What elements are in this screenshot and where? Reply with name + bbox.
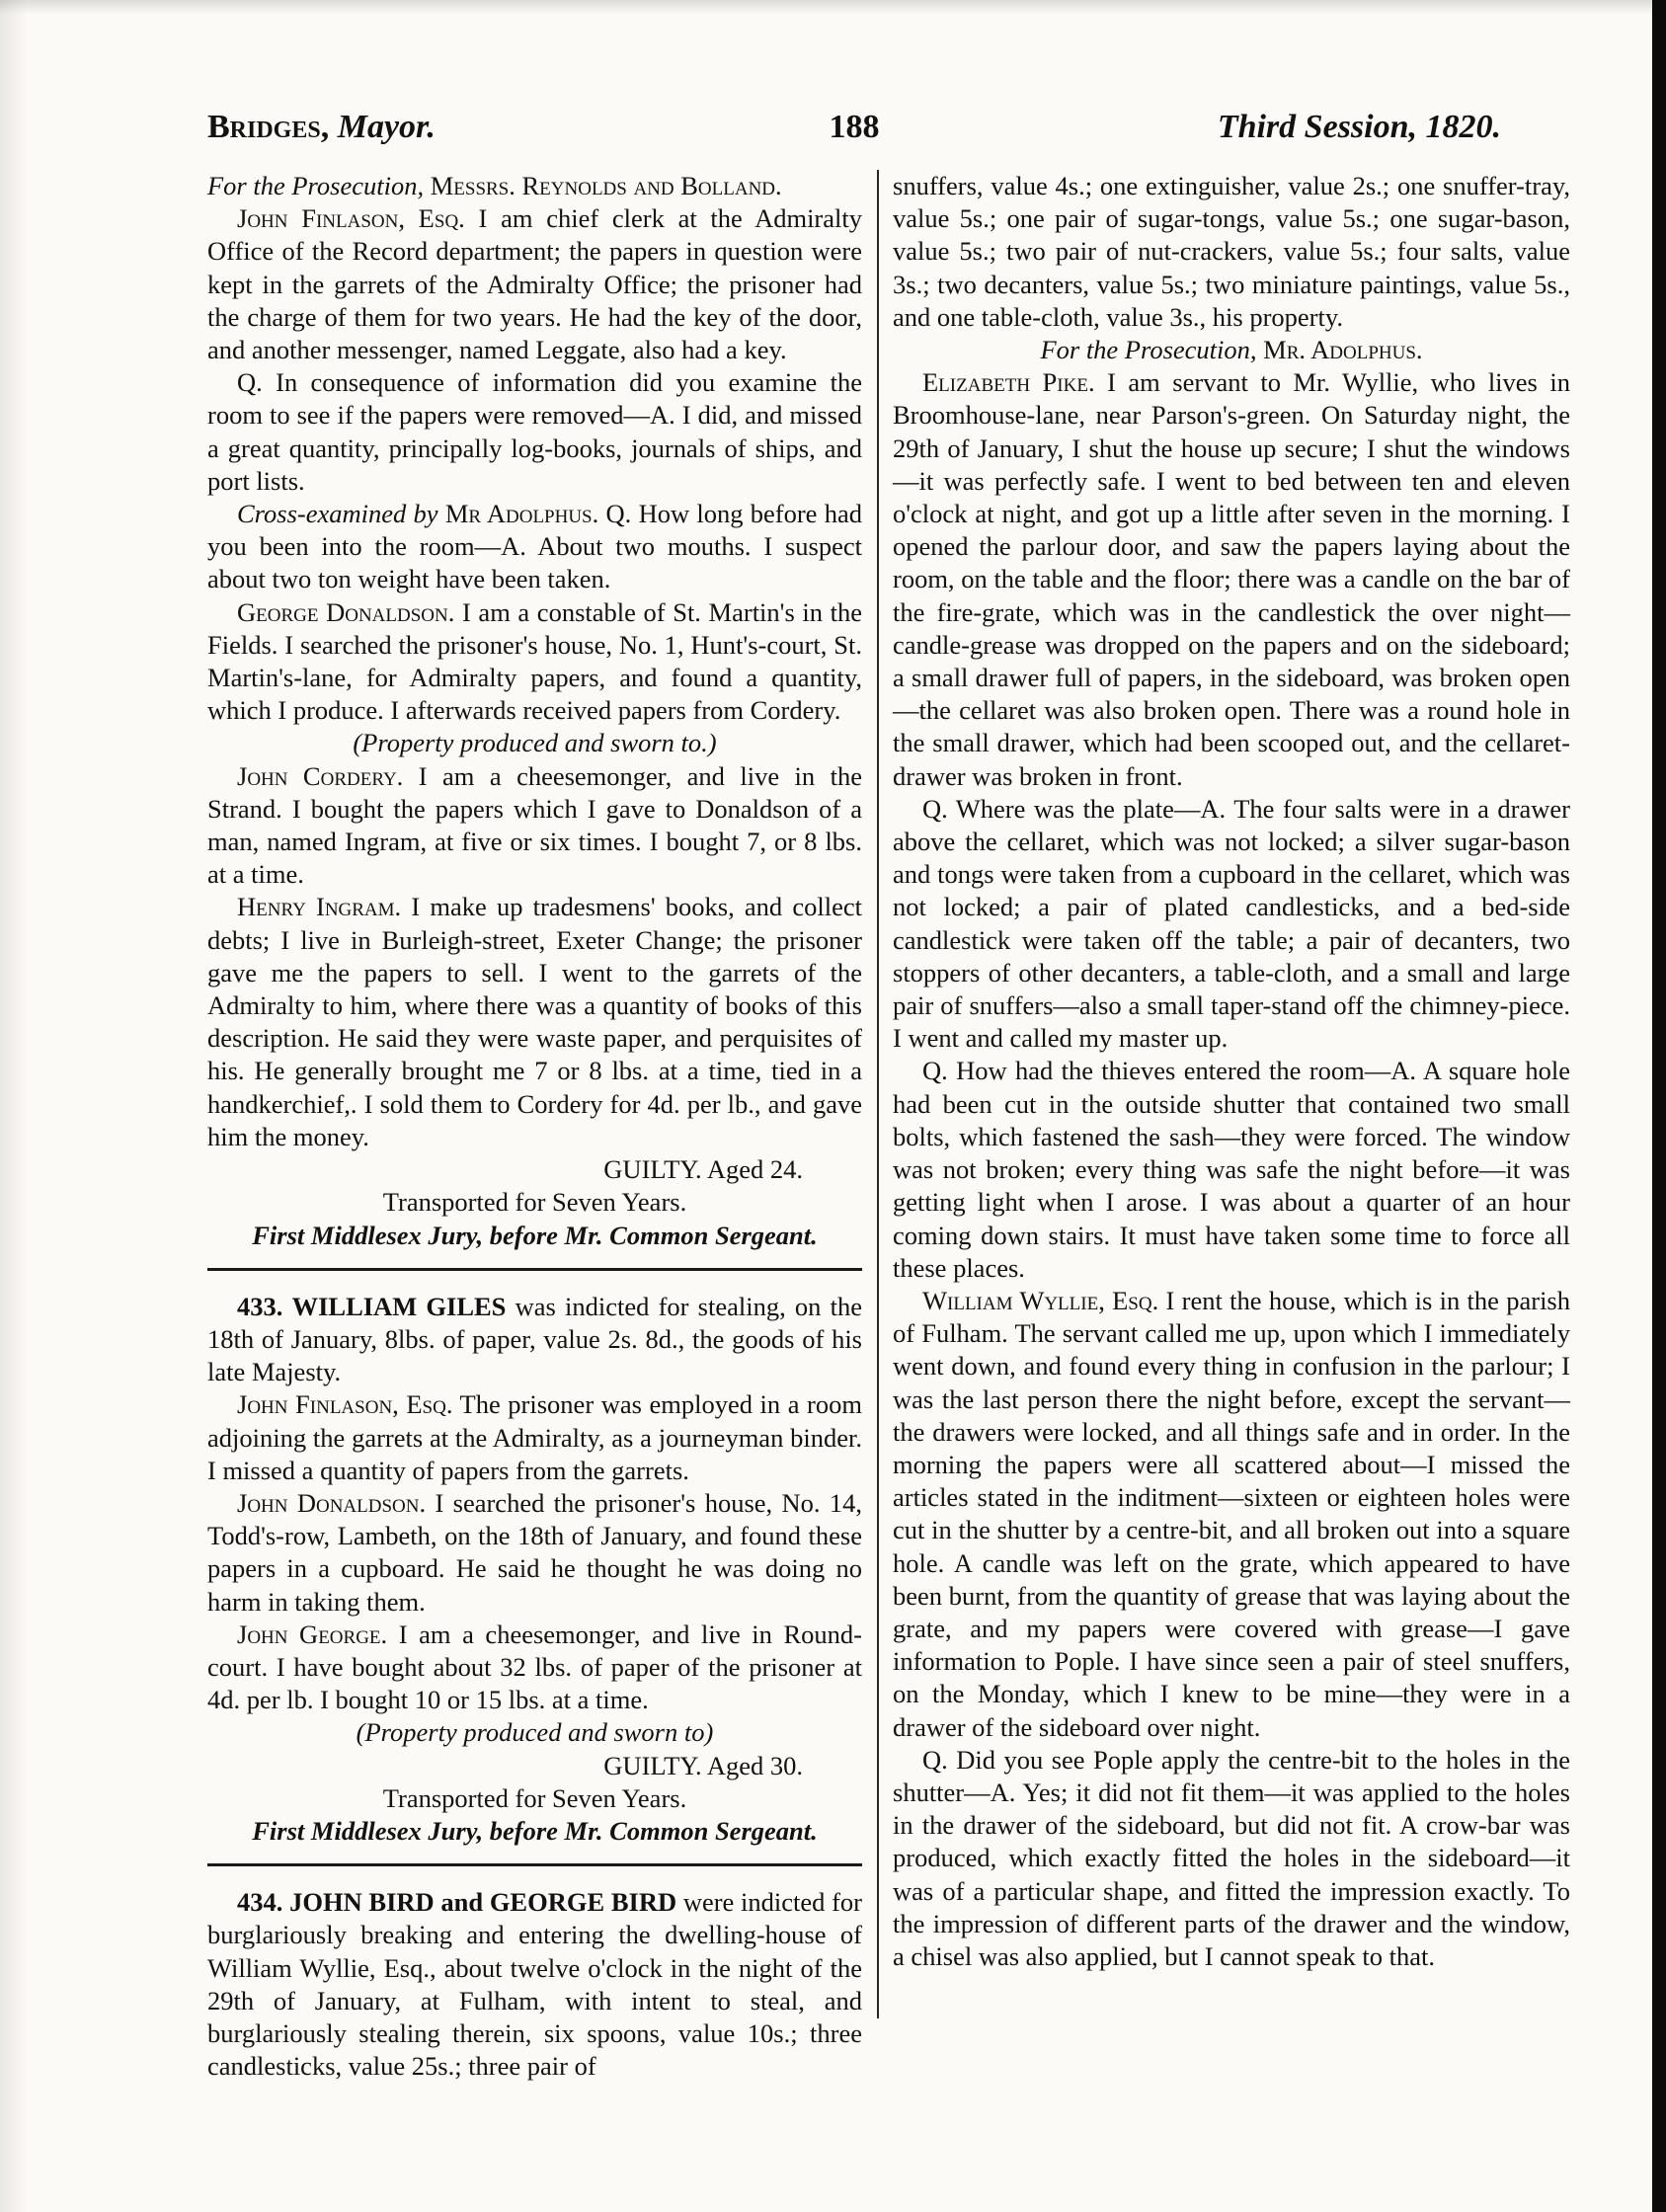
testimony-text: The prisoner was employed in a room adjoining the garrets at the Admiralty, as a journeyman binder. I missed a quantity of papers from the garrets. xyxy=(207,1389,862,1485)
case-divider-rule xyxy=(207,1268,862,1271)
witness-name: George Donaldson. xyxy=(237,596,455,627)
testimony-question: Q. Where was the plate—A. The four salts were in a drawer above the cellaret, which was not locked; a silver sugar-bason and tongs were taken from a cupboard in the cellaret, which was not locked; a pair of plated candlesticks, and a bed-side candlestick were taken off the table; a pair of decanters, two stoppers of other decanters, a table-cloth, and a small and large pair of snuffers—also a small taper-stand off the chimney-piece. I went and called my master up. xyxy=(893,793,1570,1054)
right-column xyxy=(893,170,1570,1973)
defendant-name: JOHN BIRD and GEORGE BIRD xyxy=(289,1887,677,1918)
indictment-text: was indicted for stealing, on the 18th of January, 8lbs. of paper, value 2s. 8d., the goods of his late Majesty. xyxy=(207,1291,863,1387)
indictment-continuation: snuffers, value 4s.; one extinguisher, value 2s.; one snuffer-tray, value 5s.; one pair of sugar-tongs, value 5s.; one sugar-bason, value 5s.; two pair of nut-crackers, value 5s.; four salts, value 3s.; two decanters, value 5s.; two miniature paintings, value 5s., and one table-cloth, value 3s., his property. xyxy=(893,171,1570,332)
testimony-text: I am a constable of St. Martin's in the Fields. I searched the prisoner's house, No. 1, Hunt's-court, St. Martin's-lane, for Admiralty papers, and found a quantity, which I produce. I afterwards received papers from Cordery. xyxy=(207,596,862,726)
sentence: Transported for Seven Years. xyxy=(382,1782,687,1813)
prosecution-names: Messrs. Reynolds and Bolland. xyxy=(430,171,782,200)
case-number: 433. xyxy=(237,1291,283,1321)
witness-name: Henry Ingram. xyxy=(237,892,402,922)
page-top-shadow xyxy=(0,0,1666,14)
header-session: Third Session, 1820. xyxy=(1217,109,1501,145)
cross-label: Cross-examined by xyxy=(237,499,438,529)
witness-name: John George. xyxy=(237,1619,388,1649)
header-mayor-title: Mayor. xyxy=(337,109,436,145)
witness-name: Elizabeth Pike. xyxy=(922,367,1095,398)
testimony-question: Q. Did you see Pople apply the centre-bit to the holes in the shutter—A. Yes; it did not fit them—it was applied to the holes in the drawer of the sideboard, but did not fit. A crow-bar was produced, which exactly fitted the holes in the sideboard—it was of a particular shape, and fitted the impression exactly. To the impression of different parts of the drawer and the window, a chisel was also applied, but I cannot speak to that. xyxy=(893,1744,1570,1971)
testimony-wyllie xyxy=(893,1285,1570,1744)
defendant-name: WILLIAM GILES xyxy=(291,1291,507,1321)
testimony-ingram xyxy=(207,891,862,1153)
prosecution-line xyxy=(207,170,862,202)
testimony-question: Q. How had the thieves entered the room—A. A square hole had been cut in the outside shutter that contained two small bolts, which fastened the sash—they were forced. The window was not broken; every thing was safe the night before—it was getting light when I arose. I was about a quarter of an hour coming down stairs. It must have taken some time to force all these places. xyxy=(893,1056,1570,1283)
verdict: GUILTY. Aged 24. xyxy=(603,1154,803,1185)
header-mayor-name: Bridges, xyxy=(207,109,330,145)
jury-line: First Middlesex Jury, before Mr. Common Sergeant. xyxy=(252,1220,818,1250)
testimony-john-george xyxy=(207,1619,862,1717)
cross-examination xyxy=(207,498,862,596)
testimony-pike xyxy=(893,366,1570,793)
prosecution-line xyxy=(893,334,1570,366)
indictment-text: were indicted for burglariously breaking and entering the dwelling-house of William Wyllie, Esq., about twelve o'clock in the night of the 29th of January, at Fulham, with intent to steal, and burglariously stealing therein, six spoons, value 10s.; three candlesticks, value 25s.; three pair of xyxy=(207,1887,862,2082)
testimony-finlason-2 xyxy=(207,1388,862,1487)
property-produced-note: (Property produced and sworn to) xyxy=(356,1717,714,1748)
testimony-text: I am servant to Mr. Wyllie, who lives in Broomhouse-lane, near Parson's-green. On Saturday night, the 29th of January, I shut the house up secure; I shut the windows—it was perfectly safe. I went to bed between ten and eleven o'clock at night, and got up a little after seven in the morning. I opened the parlour door, and saw the papers laying about the room, on the table and the floor; there was a candle on the bar of the fire-grate, which was in the candlestick the over night—candle-grease was dropped on the papers and on the sideboard; a small drawer full of papers, in the sideboard, was broken open—the cellaret was also broken open. There was a round hole in the small drawer, which had been scooped out, and the cellaret-drawer was broken in front. xyxy=(893,367,1570,791)
page-right-edge xyxy=(1652,0,1666,2212)
counsel-name: Mr Adolphus. xyxy=(444,499,599,529)
witness-name: John Donaldson. xyxy=(237,1487,427,1518)
testimony-donaldson xyxy=(207,596,862,728)
case-number: 434. xyxy=(237,1887,283,1918)
testimony-finlason xyxy=(207,202,862,366)
witness-name: John Finlason, Esq. xyxy=(237,1389,453,1420)
testimony-text: I am a cheesemonger, and live in Round-court. I have bought about 32 lbs. of paper of the prisoner at 4d. per lb. I bought 10 or 15 lbs. at a time. xyxy=(207,1619,862,1715)
sentence: Transported for Seven Years. xyxy=(382,1187,687,1218)
jury-line: First Middlesex Jury, before Mr. Common Sergeant. xyxy=(252,1815,818,1846)
left-column xyxy=(207,170,862,2083)
testimony-text: I am a cheesemonger, and live in the Strand. I bought the papers which I gave to Donaldson of a man, named Ingram, at five or six times. I bought 7, or 8 lbs. at a time. xyxy=(207,760,862,890)
prosecution-names: Mr. Adolphus. xyxy=(1263,335,1423,365)
testimony-text: I am chief clerk at the Admiralty Office of the Record department; the papers in question were kept in the garrets of the Admiralty Office; the prisoner had the charge of them for two years. He had the key of the door, and another messenger, named Leggate, also had a key. xyxy=(207,203,862,365)
testimony-text: I rent the house, which is in the parish of Fulham. The servant called me up, upon which I immediately went down, and found every thing in confusion in the parlour; I was the last person there the night before, except the servant—the drawers were locked, and all things safe and in order. In the morning the papers were all scattered about—I missed the articles stated in the inditment—sixteen or eighteen holes were cut in the shutter by a centre-bit, and all broken out into a square hole. A candle was left on the grate, which appeared to have been burnt, from the quantity of grease that was laying about the grate, and my papers were covered with grease—I gave information to Pople. I have since seen a pair of steel snuffers, on the Monday, which I knew to be mine—they were in a drawer of the sideboard over night. xyxy=(893,1285,1570,1742)
prosecution-label: For the Prosecution, xyxy=(1040,335,1257,365)
page-left-shadow xyxy=(0,0,28,2212)
witness-name: William Wyllie, Esq. xyxy=(922,1285,1159,1315)
testimony-text: I make up tradesmens' books, and collect debts; I live in Burleigh-street, Exeter Change; the prisoner gave me the papers to sell. I went to the garrets of the Admiralty to him, where there was a quantity of books of this description. He said they were waste paper, and perquisites of his. He generally brought me 7 or 8 lbs. at a time, tied in a handkerchief,. I sold them to Cordery for 4d. per lb., and gave him the money. xyxy=(207,892,862,1151)
cross-text: Q. How long before had you been into the room—A. About two mouths. I suspect about two ton weight have been taken. xyxy=(207,499,862,594)
testimony-john-donaldson xyxy=(207,1487,862,1619)
case-434-indictment xyxy=(207,1886,862,2083)
testimony-text: I searched the prisoner's house, No. 14, Todd's-row, Lambeth, on the 18th of January, and found these papers in a cupboard. He said he thought he was doing no harm in taking them. xyxy=(207,1487,862,1617)
case-divider-rule xyxy=(207,1863,862,1866)
property-produced-note: (Property produced and sworn to.) xyxy=(353,728,717,758)
running-header xyxy=(207,109,1501,154)
prosecution-label: For the Prosecution, xyxy=(207,171,425,200)
page-number: 188 xyxy=(829,109,880,145)
verdict: GUILTY. Aged 30. xyxy=(603,1750,803,1780)
case-433-indictment xyxy=(207,1291,862,1389)
testimony-question: Q. In consequence of information did you examine the room to see if the papers were removed—A. I did, and missed a great quantity, principally log-books, journals of ships, and port lists. xyxy=(207,367,862,496)
column-divider xyxy=(877,170,879,2018)
witness-name: John Cordery. xyxy=(237,760,404,791)
witness-name: John Finlason, Esq. xyxy=(237,203,465,234)
testimony-cordery xyxy=(207,760,862,892)
